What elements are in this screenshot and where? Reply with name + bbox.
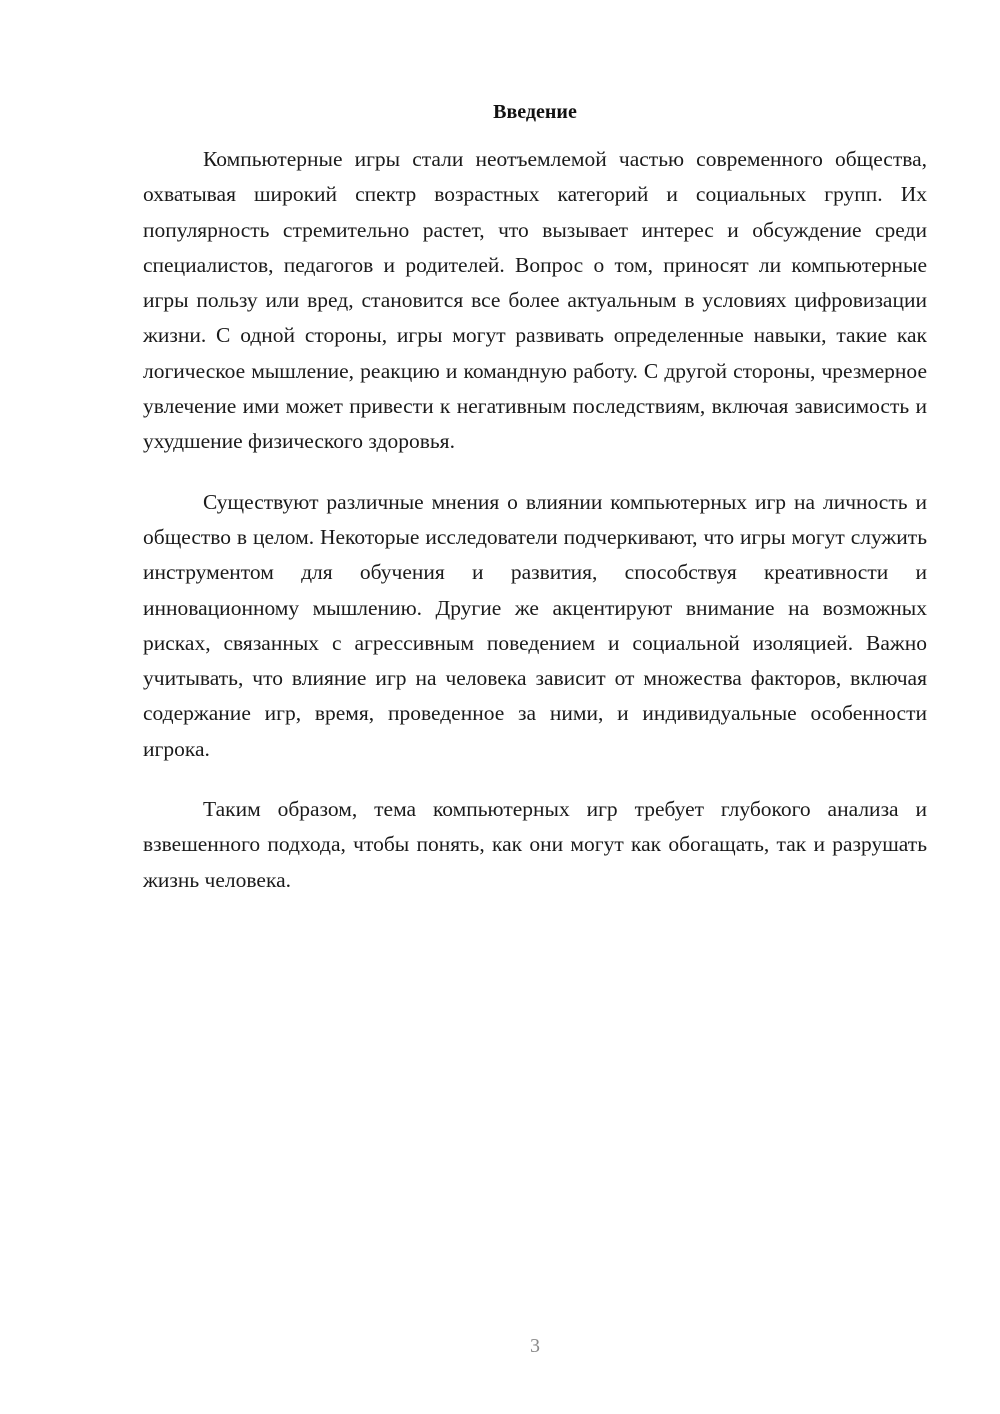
page-title: Введение	[493, 101, 577, 123]
paragraph-3: Таким образом, тема компьютерных игр требует глубокого анализа и взвешенного подхода, чтобы понять, как они могут как обогащать, так и разрушать жизнь человека.	[143, 797, 927, 892]
paragraph-2: Существуют различные мнения о влиянии компьютерных игр на личность и общество в целом. Некоторые исследователи подчеркивают, что игры могут служить инструментом для обучения и развития, способствуя креативности и инновационному мышлению. Другие же акцентируют внимание на возможных рисках, связанных с агрессивным поведением и социальной изоляцией. Важно учитывать, что влияние игр на человека зависит от множества факторов, включая содержание игр, время, проведенное за ними, и индивидуальные особенности игрока.	[143, 489, 927, 761]
paragraph-1: Компьютерные игры стали неотъемлемой частью современного общества, охватывая широкий спектр возрастных категорий и социальных групп. Их популярность стремительно растет, что вызывает интерес и обсуждение среди специалистов, педагогов и родителей. Вопрос о том, приносят ли компьютерные игры пользу или вред, становится все более актуальным в условиях цифровизации жизни. С одной стороны, игры могут развивать определенные навыки, такие как логическое мышление, реакцию и командную работу. С другой стороны, чрезмерное увлечение ими может привести к негативным последствиям, включая зависимость и ухудшение физического здоровья.	[143, 147, 927, 454]
document-body	[143, 142, 927, 923]
page-number: 3	[530, 1335, 540, 1357]
